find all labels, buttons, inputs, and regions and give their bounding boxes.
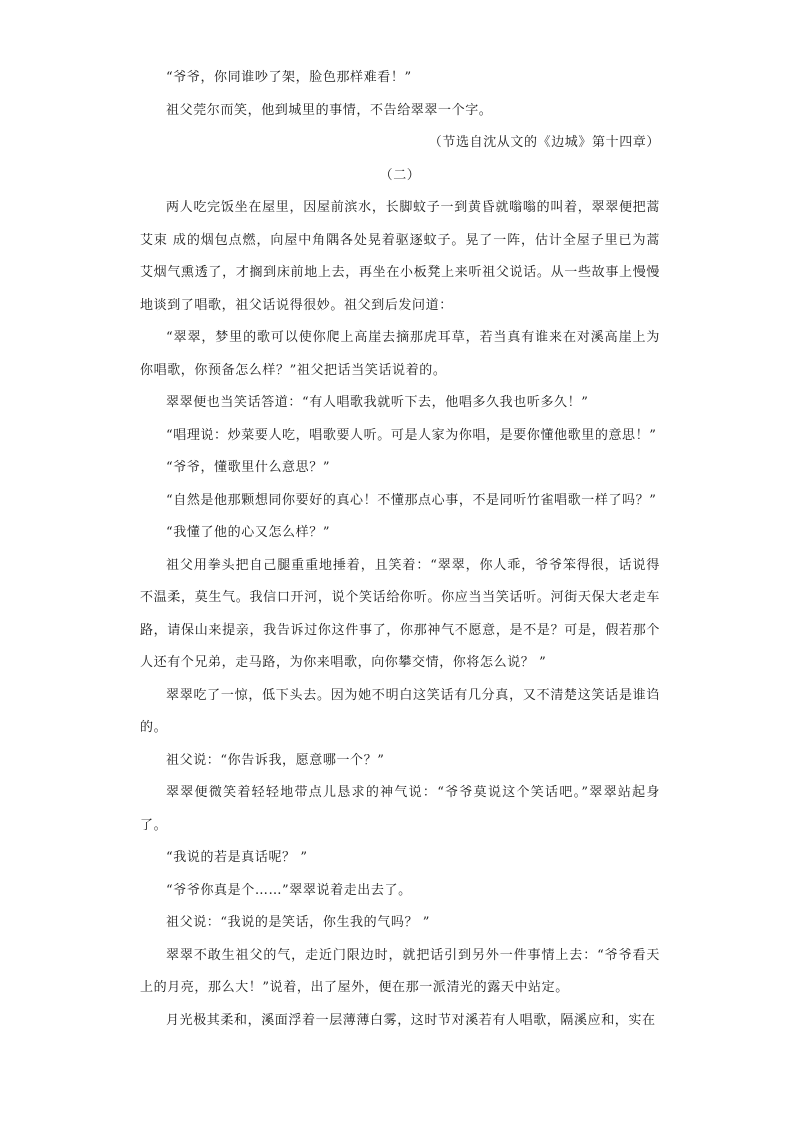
paragraph-19: 翠翠不敢生祖父的气，走近门限边时，就把话引到另外一件事情上去：“爷爷看天上的月亮，那么大！”说着，出了屋外，便在那一派清光的露天中站定。 xyxy=(140,947,660,995)
paragraph-15: 翠翠便微笑着轻轻地带点儿恳求的神气说：“爷爷莫说这个笑话吧。”翠翠站起身了。 xyxy=(140,785,660,833)
paragraph-12: 祖父用拳头把自己腿重重地捶着，且笑着：“翠翠，你人乖，爷爷笨得很，话说得不温柔，莫生气。我信口开河，说个笑话给你听。你应当当笑话听。河街天保大老走车路，请保山来提亲，我告诉过你这件事了，你那神气不愿意，是不是？可是，假若那个人还有个兄弟，走马路，为你来唱歌，向你攀交情，你将怎么说？ ” xyxy=(140,557,660,670)
paragraph-10: “自然是他那颗想同你要好的真心！不懂那点心事，不是同听竹雀唱歌一样了吗？” xyxy=(166,492,657,508)
paragraph-13: 翠翠吃了一惊，低下头去。因为她不明白这笑话有几分真，又不清楚这笑话是谁诌的。 xyxy=(140,687,660,735)
paragraph-11: “我懂了他的心又怎么样？” xyxy=(166,525,331,540)
paragraph-16: “我说的若是真话呢？ ” xyxy=(166,850,308,865)
paragraph-8: “唱理说：炒菜要人吃，唱歌要人听。可是人家为你唱，是要你懂他歌里的意思！” xyxy=(166,427,657,443)
section-heading: （二） xyxy=(379,167,421,183)
paragraph-9: “爷爷，懂歌里什么意思？” xyxy=(166,460,331,475)
paragraph-5: 两人吃完饭坐在屋里，因屋前滨水，长脚蚊子一到黄昏就嗡嗡的叫着，翠翠便把蒿艾束 成的烟包点燃，向屋中角隅各处晃着驱逐蚊子。晃了一阵，估计全屋子里已为蒿艾烟气熏透了，才搁到床前地上去，再坐在小板凳上来听祖父说话。从一些故事上慢慢地谈到了唱歌，祖父话说得很妙。祖父到后发问道： xyxy=(140,200,660,313)
paragraph-7: 翠翠便也当笑话答道：“有人唱歌我就听下去，他唱多久我也听多久！” xyxy=(166,395,589,410)
source-note: （节选自沈从文的《边城》第十四章） xyxy=(428,135,660,150)
paragraph-2: 祖父莞尔而笑，他到城里的事情，不告给翠翠一个字。 xyxy=(166,102,493,118)
text-column xyxy=(140,62,660,1037)
paragraph-1: “爷爷，你同谁吵了架，脸色那样难看！” xyxy=(166,70,412,85)
paragraph-17: “爷爷你真是个……”翠翠说着走出去了。 xyxy=(166,882,412,898)
paragraph-6: “翠翠，梦里的歌可以使你爬上高崖去摘那虎耳草，若当真有谁来在对溪高崖上为你唱歌，你预备怎么样？”祖父把话当笑话说着的。 xyxy=(140,330,660,378)
paragraph-14: 祖父说：“你告诉我，愿意哪一个？” xyxy=(166,752,385,768)
paragraph-20: 月光极其柔和，溪面浮着一层薄薄白雾，这时节对溪若有人唱歌，隔溪应和，实在 xyxy=(166,1012,656,1028)
paragraph-18: 祖父说：“我说的是笑话，你生我的气吗？ ” xyxy=(166,915,431,930)
